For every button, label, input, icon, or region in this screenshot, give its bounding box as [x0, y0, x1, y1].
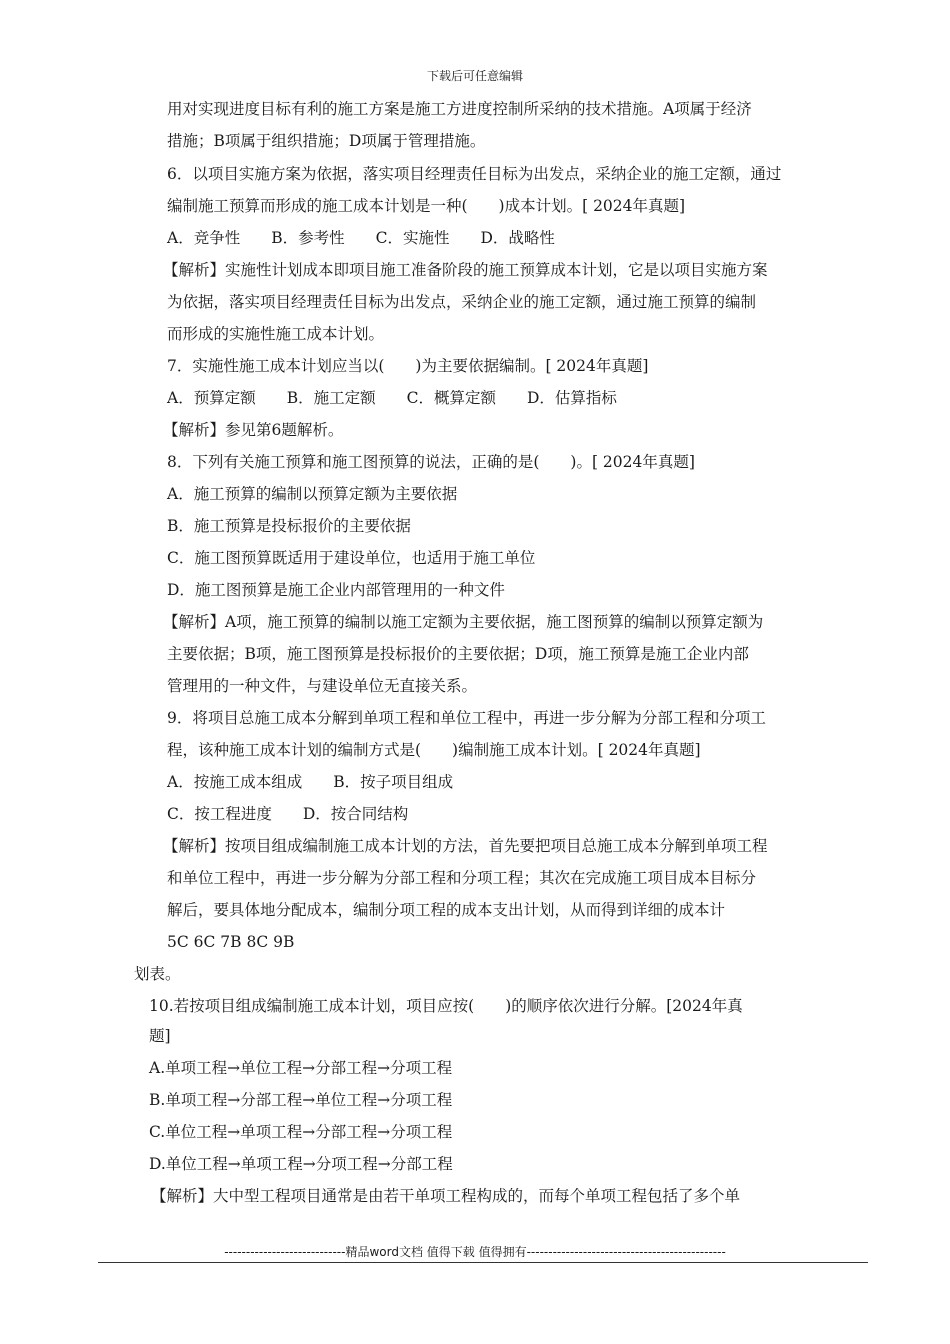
text-line: 解后，要具体地分配成本，编制分项工程的成本支出计划，从而得到详细的成本计	[167, 901, 726, 919]
text-line: 【解析】按项目组成编制施工成本计划的方法，首先要把项目总施工成本分解到单项工程	[163, 837, 768, 855]
text-line: 【解析】大中型工程项目通常是由若干单项工程构成的，而每个单项工程包括了多个单	[151, 1187, 741, 1205]
text-line: C.单位工程→单项工程→分部工程→分项工程	[149, 1123, 453, 1141]
text-line: C．按工程进度 D．按合同结构	[167, 805, 409, 823]
text-line: 程，该种施工成本计划的编制方式是( )编制施工成本计划。[ 2024年真题]	[167, 741, 701, 759]
text-line: D．施工图预算是施工企业内部管理用的一种文件	[167, 581, 505, 599]
text-line: 题]	[149, 1027, 171, 1045]
text-line: 【解析】实施性计划成本即项目施工准备阶段的施工预算成本计划，它是以项目实施方案	[163, 261, 768, 279]
text-line: C．施工图预算既适用于建设单位，也适用于施工单位	[167, 549, 536, 567]
text-line: B.单项工程→分部工程→单位工程→分项工程	[149, 1091, 453, 1109]
text-line: 10.若按项目组成编制施工成本计划，项目应按( )的顺序依次进行分解。[2024年真	[149, 997, 743, 1015]
text-line: 编制施工预算而形成的施工成本计划是一种( )成本计划。[ 2024年真题]	[167, 197, 686, 215]
text-line: A．竞争性 B．参考性 C．实施性 D．战略性	[167, 229, 555, 247]
text-line: 8．下列有关施工预算和施工图预算的说法，正确的是( )。[ 2024年真题]	[167, 453, 695, 471]
text-line: 6．以项目实施方案为依据，落实项目经理责任目标为出发点，采纳企业的施工定额，通过	[167, 165, 782, 183]
text-line: 措施；B项属于组织措施；D项属于管理措施。	[167, 132, 486, 150]
text-line: 9．将项目总施工成本分解到单项工程和单位工程中，再进一步分解为分部工程和分项工	[167, 709, 766, 727]
text-line: 管理用的一种文件，与建设单位无直接关系。	[167, 677, 478, 695]
footer-divider	[98, 1262, 868, 1263]
text-line: B．施工预算是投标报价的主要依据	[167, 517, 411, 535]
text-line: 和单位工程中，再进一步分解为分部工程和分项工程；其次在完成施工项目成本目标分	[167, 869, 757, 887]
text-line: 用对实现进度目标有利的施工方案是施工方进度控制所采纳的技术措施。A项属于经济	[167, 100, 752, 118]
text-line: A．施工预算的编制以预算定额为主要依据	[167, 485, 458, 503]
text-line: 为依据，落实项目经理责任目标为出发点，采纳企业的施工定额，通过施工预算的编制	[167, 293, 757, 311]
page-header: 下载后可任意编辑	[426, 69, 523, 83]
page-footer: ----------------------------精品word文档 值得下载 值得拥有----------------------------------------------	[224, 1245, 726, 1259]
text-line: D.单位工程→单项工程→分项工程→分部工程	[149, 1155, 453, 1173]
text-line: 划表。	[134, 965, 181, 983]
text-line: 【解析】参见第6题解析。	[163, 421, 344, 439]
text-line: 主要依据；B项，施工图预算是投标报价的主要依据；D项，施工预算是施工企业内部	[167, 645, 749, 663]
text-line: A．按施工成本组成 B．按子项目组成	[167, 773, 454, 791]
text-line: A．预算定额 B．施工定额 C．概算定额 D．估算指标	[167, 389, 617, 407]
text-line: 【解析】A项，施工预算的编制以施工定额为主要依据，施工图预算的编制以预算定额为	[163, 613, 764, 631]
text-line: 而形成的实施性施工成本计划。	[167, 325, 385, 343]
text-line: A.单项工程→单位工程→分部工程→分项工程	[149, 1059, 453, 1077]
text-line: 7．实施性施工成本计划应当以( )为主要依据编制。[ 2024年真题]	[167, 357, 649, 375]
text-line: 5C 6C 7B 8C 9B	[167, 933, 295, 951]
